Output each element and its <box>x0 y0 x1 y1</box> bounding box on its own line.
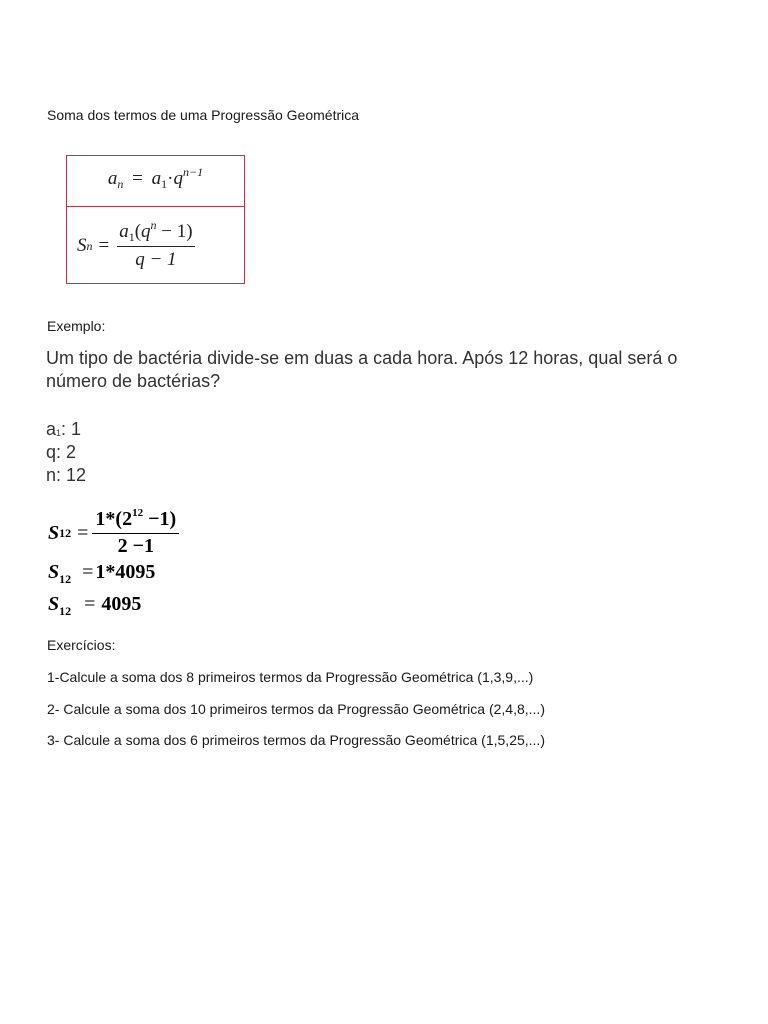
solution-step-1: S 12 = $\frac{1*(2^{12} -1)}{2 -1}$ <box>48 508 179 558</box>
solution-fraction: $\frac{1*(2^{12} -1)}{2 -1}$ <box>92 508 179 558</box>
solution-step-3: $S_{12} = 4095$ <box>48 593 142 618</box>
given-n: n: 12 <box>46 465 87 485</box>
exercise-item: 2- Calcule a soma dos 10 primeiros termos da Progressão Geométrica (2,4,8,...) <box>47 701 545 717</box>
exercise-item: 1-Calcule a soma dos 8 primeiros termos da Progressão Geométrica (1,3,9,...) <box>47 669 534 685</box>
exercise-item: 3- Calcule a soma dos 6 primeiros termos da Progressão Geométrica (1,5,25,...) <box>47 732 545 748</box>
problem-text: Um tipo de bactéria divide-se em duas a cada hora. Após 12 horas, qual será o número de bactérias? <box>46 348 678 391</box>
formula-sn-fraction: $\frac{a_1(q^n - 1)}{q - 1}$ <box>119 218 193 270</box>
formula-box <box>66 155 245 284</box>
formula-an: $a_n = a_1\cdot q^{n-1}$ <box>107 165 204 191</box>
exercises-label: Exercícios: <box>47 637 116 653</box>
solution-step-2: $S_{12} = 1*4095$ <box>48 561 156 586</box>
given-q: q: 2 <box>46 442 77 462</box>
page-title: Soma dos termos de uma Progressão Geométrica <box>47 107 360 123</box>
given-a1: $a_1$: 1 <box>46 419 82 439</box>
formula-sn: S n = $\frac{a_1(q^n - 1)}{q - 1}$ <box>77 218 193 270</box>
formula-divider <box>67 206 244 207</box>
example-label: Exemplo: <box>47 318 106 334</box>
